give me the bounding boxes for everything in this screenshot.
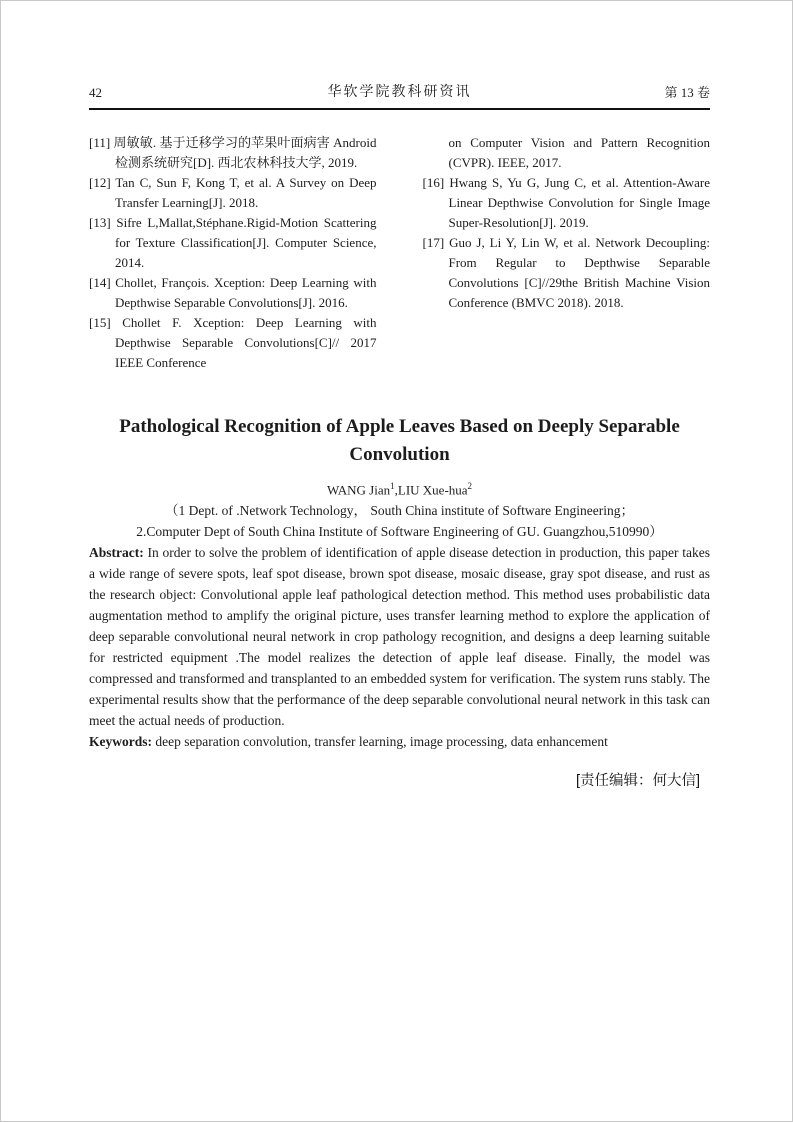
keywords-line — [89, 731, 710, 752]
reference-item-11 — [89, 133, 377, 173]
page-number: 42 — [89, 85, 102, 100]
reference-item-16 — [423, 173, 711, 233]
keywords-text: deep separation convolution, transfer learning, image processing, data enhancement — [155, 734, 608, 750]
reference-item-14 — [89, 273, 377, 313]
reference-item-12 — [89, 173, 377, 213]
reference-label: [17] — [422, 235, 445, 250]
reference-item-13 — [89, 213, 377, 273]
keywords-label: Keywords: — [89, 734, 152, 750]
author-separator: , — [394, 482, 398, 498]
references-right-column — [423, 133, 711, 373]
author-2: LIU Xue-hua — [397, 482, 468, 498]
reference-text: 周敏敏. 基于迁移学习的苹果叶面病害 Android 检测系统研究[D]. 西北农林科技大学, 2019. — [113, 135, 377, 170]
author-2-affiliation-mark: 2 — [467, 481, 473, 491]
article-title — [89, 413, 710, 469]
reference-text: on Computer Vision and Pattern Recognition (CVPR). IEEE, 2017. — [448, 135, 710, 170]
running-header — [89, 81, 710, 110]
reference-text: Guo J, Li Y, Lin W, et al. Network Decoupling: From Regular to Depthwise Separable Convolutions [C]//29the British Machine Vision Conference (BMVC 2018). 2018. — [448, 235, 711, 310]
reference-label: [11] — [89, 135, 111, 150]
authors-line — [89, 476, 710, 500]
reference-text: Tan C, Sun F, Kong T, et al. A Survey on Deep Transfer Learning[J]. 2018. — [115, 175, 377, 210]
reference-text: Chollet, François. Xception: Deep Learning with Depthwise Separable Convolutions[J]. 2016. — [115, 275, 377, 310]
reference-label: [16] — [422, 175, 445, 190]
reference-label: [13] — [89, 215, 111, 230]
reference-text: Chollet F. Xception: Deep Learning with Depthwise Separable Convolutions[C]// 2017 IEEE Conference — [115, 315, 377, 370]
reference-item-17 — [423, 233, 711, 313]
reference-label: [14] — [89, 275, 111, 290]
author-1: WANG Jian — [326, 482, 391, 498]
reference-text: Hwang S, Yu G, Jung C, et al. Attention-Aware Linear Depthwise Convolution for Single Image Super-Resolution[J]. 2019. — [448, 175, 710, 230]
article-title-line1: Pathological Recognition of Apple Leaves Based on Deeply Separable — [119, 416, 680, 437]
article-section — [89, 413, 710, 790]
abstract-label: Abstract: — [89, 545, 144, 561]
affiliation-line-2: 2.Computer Dept of South China Institute of Software Engineering of GU. Guangzhou,510990） — [136, 524, 663, 540]
references-section — [89, 133, 710, 373]
reference-text: Sifre L,Mallat,Stéphane.Rigid-Motion Scattering for Texture Classification[J]. Computer Science, 2014. — [115, 215, 377, 270]
reference-item-15 — [89, 313, 377, 373]
references-left-column — [89, 133, 377, 373]
abstract-paragraph — [89, 542, 710, 731]
reference-label: [12] — [89, 175, 111, 190]
journal-title: 华软学院教科研资讯 — [327, 85, 472, 100]
responsible-editor-note: [责任编辑：何大信] — [575, 773, 700, 790]
volume-label: 第 13 卷 — [664, 85, 710, 100]
reference-label: [15] — [89, 315, 111, 330]
reference-item-15-continuation — [423, 133, 711, 173]
article-title-line2: Convolution — [349, 444, 450, 465]
abstract-text: In order to solve the problem of identification of apple disease detection in production, this paper takes a wide range of severe spots, leaf spot disease, brown spot disease, mosaic disease, gray spot disease, and rust as the research object: Convolutional apple leaf pathological detection method. This method uses probabilistic data augmentation method to amplify the original picture, uses transfer learning method to explore the application of deep separable convolutional neural network in crop pathology recognition, and designs a deep learning suitable for restricted equipment .The model realizes the detection of apple leaf disease. Finally, the model was compressed and transformed and transplanted to an embedded system for verification. The system runs stably. The experimental results show that the performance of the deep separable convolutional neural network in this task can meet the actual needs of production. — [89, 545, 711, 729]
author-1-affiliation-mark: 1 — [390, 481, 395, 491]
affiliation-line-1: （1 Dept. of .Network Technology， South China institute of Software Engineering； — [165, 503, 634, 519]
page-content — [89, 81, 710, 790]
